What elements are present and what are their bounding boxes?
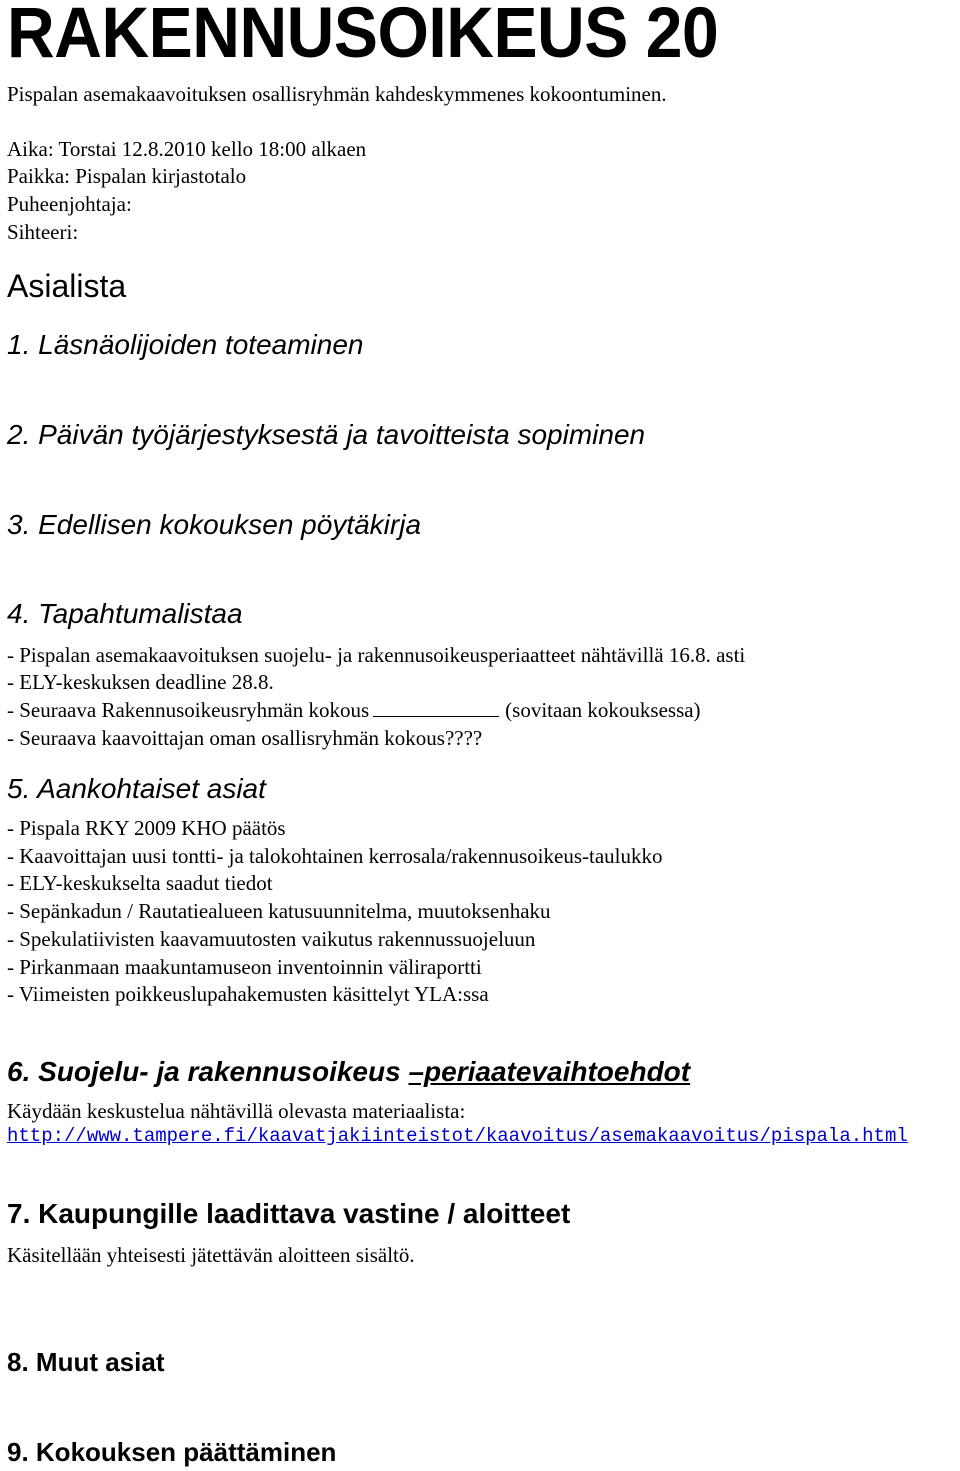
heading-6-text: 6. Suojelu- ja rakennusoikeus [7, 1056, 409, 1087]
agenda-item-4-bullet-3 [7, 698, 701, 722]
agenda-item-5-bullet: - Kaavoittajan uusi tontti- ja talokohtainen kerrosala/rakennusoikeus-taulukko [7, 844, 663, 868]
document-title: RAKENNUSOIKEUS 20 [7, 0, 719, 73]
blank-line [373, 698, 499, 717]
agenda-item-5-bullet: - Sepänkadun / Rautatiealueen katusuunnitelma, muutoksenhaku [7, 899, 551, 923]
agenda-item-6-heading [7, 1056, 690, 1088]
agenda-item-2: 2. Päivän työjärjestyksestä ja tavoitteista sopiminen [7, 419, 646, 450]
materials-link[interactable]: http://www.tampere.fi/kaavatjakiinteistot/kaavoitus/asemakaavoitus/pispala.html [7, 1125, 908, 1147]
bullet-3-note: (sovitaan kokouksessa) [505, 698, 701, 722]
meeting-place: Paikka: Pispalan kirjastotalo [7, 164, 247, 188]
agenda-item-4-bullet-1: - Pispalan asemakaavoituksen suojelu- ja rakennusoikeusperiaatteet nähtävillä 16.8. asti [7, 643, 746, 667]
meeting-time: Aika: Torstai 12.8.2010 kello 18:00 alkaen [7, 137, 367, 161]
agenda-item-9: 9. Kokouksen päättäminen [7, 1437, 337, 1467]
agenda-item-8: 8. Muut asiat [7, 1347, 165, 1377]
agenda-item-5-bullet: - ELY-keskukselta saadut tiedot [7, 871, 273, 895]
agenda-item-3: 3. Edellisen kokouksen pöytäkirja [7, 509, 422, 540]
agenda-heading: Asialista [7, 268, 127, 304]
agenda-item-6-text: Käydään keskustelua nähtävillä olevasta materiaalista: [7, 1099, 466, 1123]
meeting-chair: Puheenjohtaja: [7, 192, 132, 216]
agenda-item-1: 1. Läsnäolijoiden toteaminen [7, 329, 364, 360]
subtitle: Pispalan asemakaavoituksen osallisryhmän kahdeskymmenes kokoontuminen. [7, 82, 667, 106]
meeting-secretary: Sihteeri: [7, 220, 79, 244]
agenda-item-5-bullet: - Pispala RKY 2009 KHO päätös [7, 816, 286, 840]
agenda-item-7-text: Käsitellään yhteisesti jätettävän aloitteen sisältö. [7, 1243, 415, 1267]
agenda-item-4-bullet-2: - ELY-keskuksen deadline 28.8. [7, 670, 274, 694]
agenda-item-5-bullet: - Spekulatiivisten kaavamuutosten vaikutus rakennussuojeluun [7, 927, 536, 951]
heading-6-underlined: –periaatevaihtoehdot [408, 1056, 691, 1087]
bullet-3-text: - Seuraava Rakennusoikeusryhmän kokous [7, 698, 370, 722]
agenda-item-5-heading: 5. Aankohtaiset asiat [7, 773, 266, 804]
agenda-item-5-bullet: - Viimeisten poikkeuslupahakemusten käsittelyt YLA:ssa [7, 982, 489, 1006]
agenda-item-4-heading: 4. Tapahtumalistaa [7, 598, 243, 629]
agenda-item-7-heading: 7. Kaupungille laadittava vastine / aloitteet [7, 1198, 571, 1229]
agenda-item-5-bullet: - Pirkanmaan maakuntamuseon inventoinnin väliraportti [7, 955, 482, 979]
agenda-item-4-bullet-4: - Seuraava kaavoittajan oman osallisryhmän kokous???? [7, 726, 483, 750]
